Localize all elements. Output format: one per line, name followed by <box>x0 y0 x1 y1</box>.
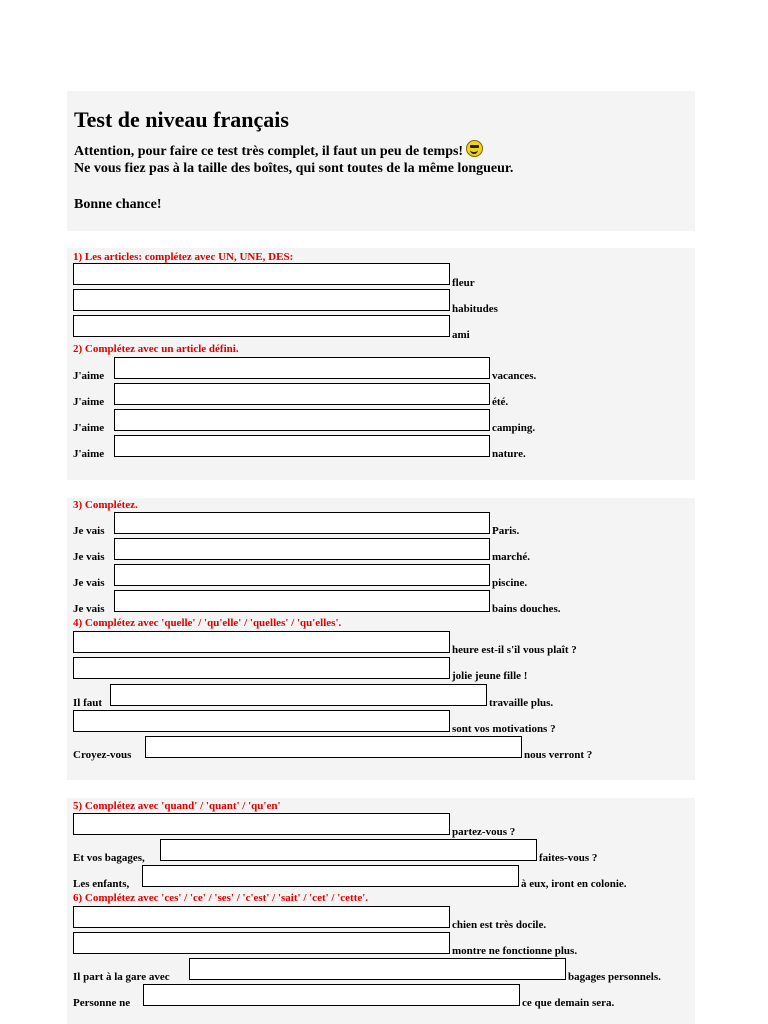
q2-input-2[interactable] <box>114 383 490 405</box>
q1-label-2: habitudes <box>452 303 498 315</box>
q2-label-1: vacances. <box>492 370 537 382</box>
q6-input-1[interactable] <box>73 906 450 928</box>
q3-prefix-3: Je vais <box>73 577 105 589</box>
q4-input-3[interactable] <box>110 684 487 706</box>
q4-input-1[interactable] <box>73 631 450 653</box>
q4-label-5: nous verront ? <box>524 749 593 761</box>
q4-prefix-3: Il faut <box>73 697 103 709</box>
q5-prefix-2: Et vos bagages, <box>73 852 145 864</box>
q1-label-3: ami <box>452 329 470 341</box>
q2-prefix-4: J'aime <box>73 448 105 460</box>
q5-prefix-3: Les enfants, <box>73 878 130 890</box>
question-1-title: 1) Les articles: complétez avec UN, UNE, DES: <box>73 251 294 263</box>
q3-input-4[interactable] <box>114 590 490 612</box>
intro-line-1: Attention, pour faire ce test très complet, il faut un peu de temps! <box>74 140 483 161</box>
question-2-title: 2) Complétez avec un article défini. <box>73 343 239 355</box>
q2-prefix-3: J'aime <box>73 422 105 434</box>
q2-label-2: été. <box>492 396 509 408</box>
q6-input-2[interactable] <box>73 932 450 954</box>
q6-label-2: montre ne fonctionne plus. <box>452 945 578 957</box>
q2-label-3: camping. <box>492 422 536 434</box>
q6-prefix-4: Personne ne <box>73 997 131 1009</box>
q3-prefix-4: Je vais <box>73 603 105 615</box>
q6-input-3[interactable] <box>189 958 566 980</box>
q4-input-4[interactable] <box>73 710 450 732</box>
q3-input-2[interactable] <box>114 538 490 560</box>
question-4-title: 4) Complétez avec 'quelle' / 'qu'elle' / 'quelles' / 'qu'elles'. <box>73 617 342 629</box>
question-5-title: 5) Complétez avec 'quand' / 'quant' / 'qu'en' <box>73 800 281 812</box>
q4-label-4: sont vos motivations ? <box>452 723 556 735</box>
q5-label-2: faites-vous ? <box>539 852 598 864</box>
q3-input-1[interactable] <box>114 512 490 534</box>
q5-input-3[interactable] <box>142 865 519 887</box>
q3-input-3[interactable] <box>114 564 490 586</box>
q5-input-2[interactable] <box>160 839 537 861</box>
question-6-title: 6) Complétez avec 'ces' / 'ce' / 'ses' / 'c'est' / 'sait' / 'cet' / 'cette'. <box>73 892 369 904</box>
q3-label-3: piscine. <box>492 577 528 589</box>
q4-label-1: heure est-il s'il vous plaît ? <box>452 644 577 656</box>
q1-input-1[interactable] <box>73 263 450 285</box>
q2-input-4[interactable] <box>114 435 490 457</box>
q6-prefix-3: Il part à la gare avec <box>73 971 170 983</box>
q6-input-4[interactable] <box>143 984 520 1006</box>
q5-label-1: partez-vous ? <box>452 826 516 838</box>
q3-prefix-1: Je vais <box>73 525 105 537</box>
q3-label-4: bains douches. <box>492 603 561 615</box>
q4-input-2[interactable] <box>73 657 450 679</box>
q4-prefix-5: Croyez-vous <box>73 749 132 761</box>
q4-label-3: travaille plus. <box>489 697 554 709</box>
q6-label-1: chien est très docile. <box>452 919 547 931</box>
q2-prefix-2: J'aime <box>73 396 105 408</box>
q2-input-1[interactable] <box>114 357 490 379</box>
q1-input-2[interactable] <box>73 289 450 311</box>
page-title: Test de niveau français <box>74 107 289 132</box>
question-3-title: 3) Complétez. <box>73 499 138 511</box>
q3-label-2: marché. <box>492 551 530 563</box>
q2-input-3[interactable] <box>114 409 490 431</box>
q6-label-3: bagages personnels. <box>568 971 661 983</box>
q5-input-1[interactable] <box>73 813 450 835</box>
q2-prefix-1: J'aime <box>73 370 105 382</box>
q6-label-4: ce que demain sera. <box>522 997 615 1009</box>
q4-label-2: jolie jeune fille ! <box>452 670 528 682</box>
smiley-icon <box>466 140 483 157</box>
q3-prefix-2: Je vais <box>73 551 105 563</box>
q1-input-3[interactable] <box>73 315 450 337</box>
intro-line-3: Bonne chance! <box>74 197 162 212</box>
q4-input-5[interactable] <box>145 736 522 758</box>
q3-label-1: Paris. <box>492 525 520 537</box>
q1-label-1: fleur <box>452 277 475 289</box>
q2-label-4: nature. <box>492 448 526 460</box>
q5-label-3: à eux, iront en colonie. <box>521 878 627 890</box>
intro-line-2: Ne vous fiez pas à la taille des boîtes, qui sont toutes de la même longueur. <box>74 161 514 176</box>
